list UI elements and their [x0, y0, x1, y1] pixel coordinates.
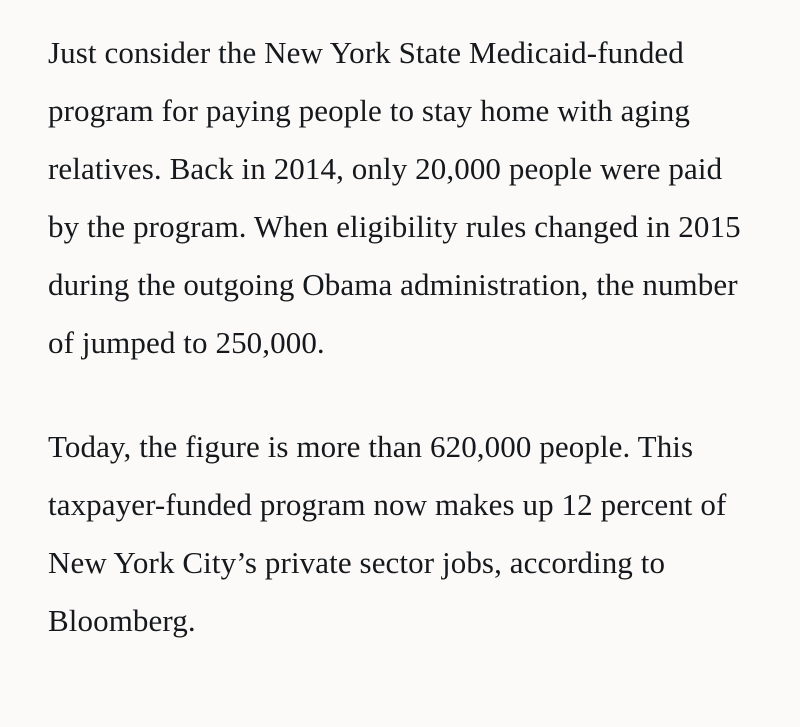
- paragraph-2: Today, the figure is more than 620,000 people. This taxpayer-funded program now makes up 12 percent of New York City’s private sector jobs, according to Bloomberg.: [48, 429, 727, 638]
- paragraph-1: Just consider the New York State Medicaid-funded program for paying people to stay home with aging relatives. Back in 2014, only 20,000 people were paid by the program. When eligibility rules changed in 2015 during the outgoing Obama administration, the number of jumped to 250,000.: [48, 35, 741, 360]
